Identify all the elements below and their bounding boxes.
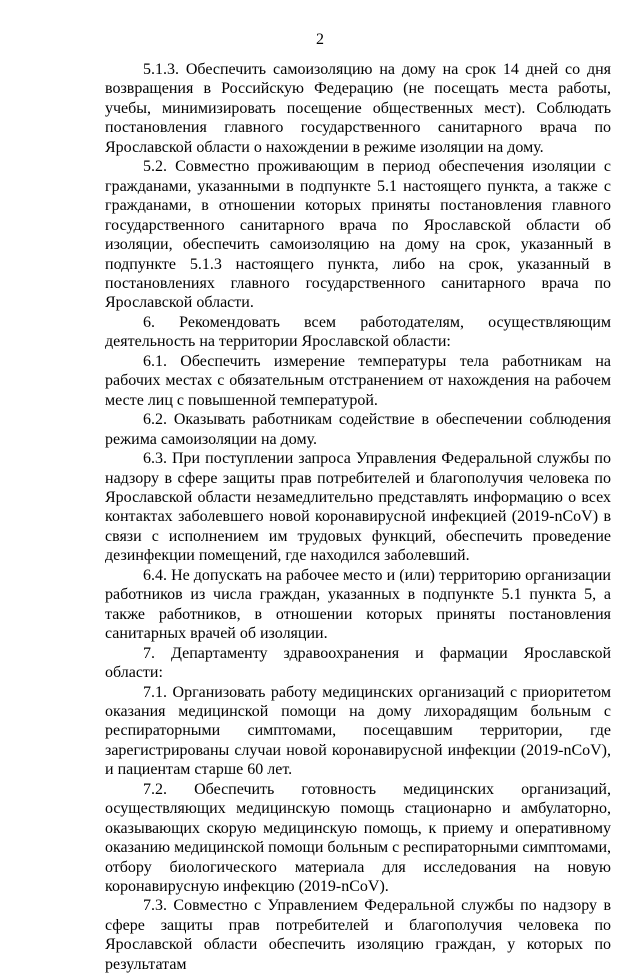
paragraph-7: 7. Департаменту здравоохранения и фармации Ярославской области: xyxy=(105,644,611,682)
paragraph-7-2: 7.2. Обеспечить готовность медицинских организаций, осуществляющих медицинскую помощь стационарно и амбулаторно, оказывающих скорую медицинскую помощь, к приему и оперативному оказанию медицинской помощи больным с респираторными симптомами, отбору биологического материала для исследования на новую коронавирусную инфекцию (2019-nCoV). xyxy=(105,780,612,896)
paragraph-7-1: 7.1. Организовать работу медицинских организаций с приоритетом оказания медицинской помощи на дому лихорадящим больным с респираторными симптомами, посещавшим территории, где зарегистрированы случаи новой коронавирусной инфекции (2019-nCoV), и пациентам старше 60 лет. xyxy=(105,683,611,779)
paragraph-6: 6. Рекомендовать всем работодателям, осуществляющим деятельность на территории Ярославской области: xyxy=(105,313,611,351)
paragraph-6-2: 6.2. Оказывать работникам содействие в обеспечении соблюдения режима самоизоляции на дому. xyxy=(105,411,611,448)
paragraph-6-1: 6.1. Обеспечить измерение температуры тела работникам на рабочих местах с обязательным отстранением от нахождения на рабочем месте лиц с повышенной температурой. xyxy=(105,352,611,409)
document-body xyxy=(105,60,611,974)
paragraph-5-1-3: 5.1.3. Обеспечить самоизоляцию на дому на срок 14 дней со дня возвращения в Российскую Федерацию (не посещать места работы, учебы, минимизировать посещение общественных мест). Соблюдать постановления главного государственного санитарного врача по Ярославской области о нахождении в режиме изоляции на дому. xyxy=(105,61,611,156)
paragraph-6-4: 6.4. Не допускать на рабочее место и (или) территорию организации работников из числа граждан, указанных в подпункте 5.1 пункта 5, а также работников, в отношении которых приняты постановления санитарных врачей об изоляции. xyxy=(105,566,611,643)
page-number: 2 xyxy=(316,31,324,48)
paragraph-5-2: 5.2. Совместно проживающим в период обеспечения изоляции с гражданами, указанными в подпункте 5.1 настоящего пункта, а также с гражданами, в отношении которых приняты постановления главного государственного санитарного врача по Ярославской области об изоляции, обеспечить самоизоляцию на дому на срок, указанный в подпункте 5.1.3 настоящего пункта, либо на срок, указанный в постановлениях главного государственного санитарного врача по Ярославской области. xyxy=(105,158,611,312)
paragraph-6-3: 6.3. При поступлении запроса Управления Федеральной службы по надзору в сфере защиты прав потребителей и благополучия человека по Ярославской области незамедлительно представлять информацию о всех контактах заболевшего новой коронавирусной инфекцией (2019-nCoV) в связи с исполнением им трудовых функций, обеспечить проведение дезинфекции помещений, где находился заболевший. xyxy=(105,450,611,565)
paragraph-7-3: 7.3. Совместно с Управлением Федеральной службы по надзору в сфере защиты прав потребителей и благополучия человека по Ярославской области обеспечить изоляцию граждан, у которых по результатам xyxy=(105,897,611,973)
